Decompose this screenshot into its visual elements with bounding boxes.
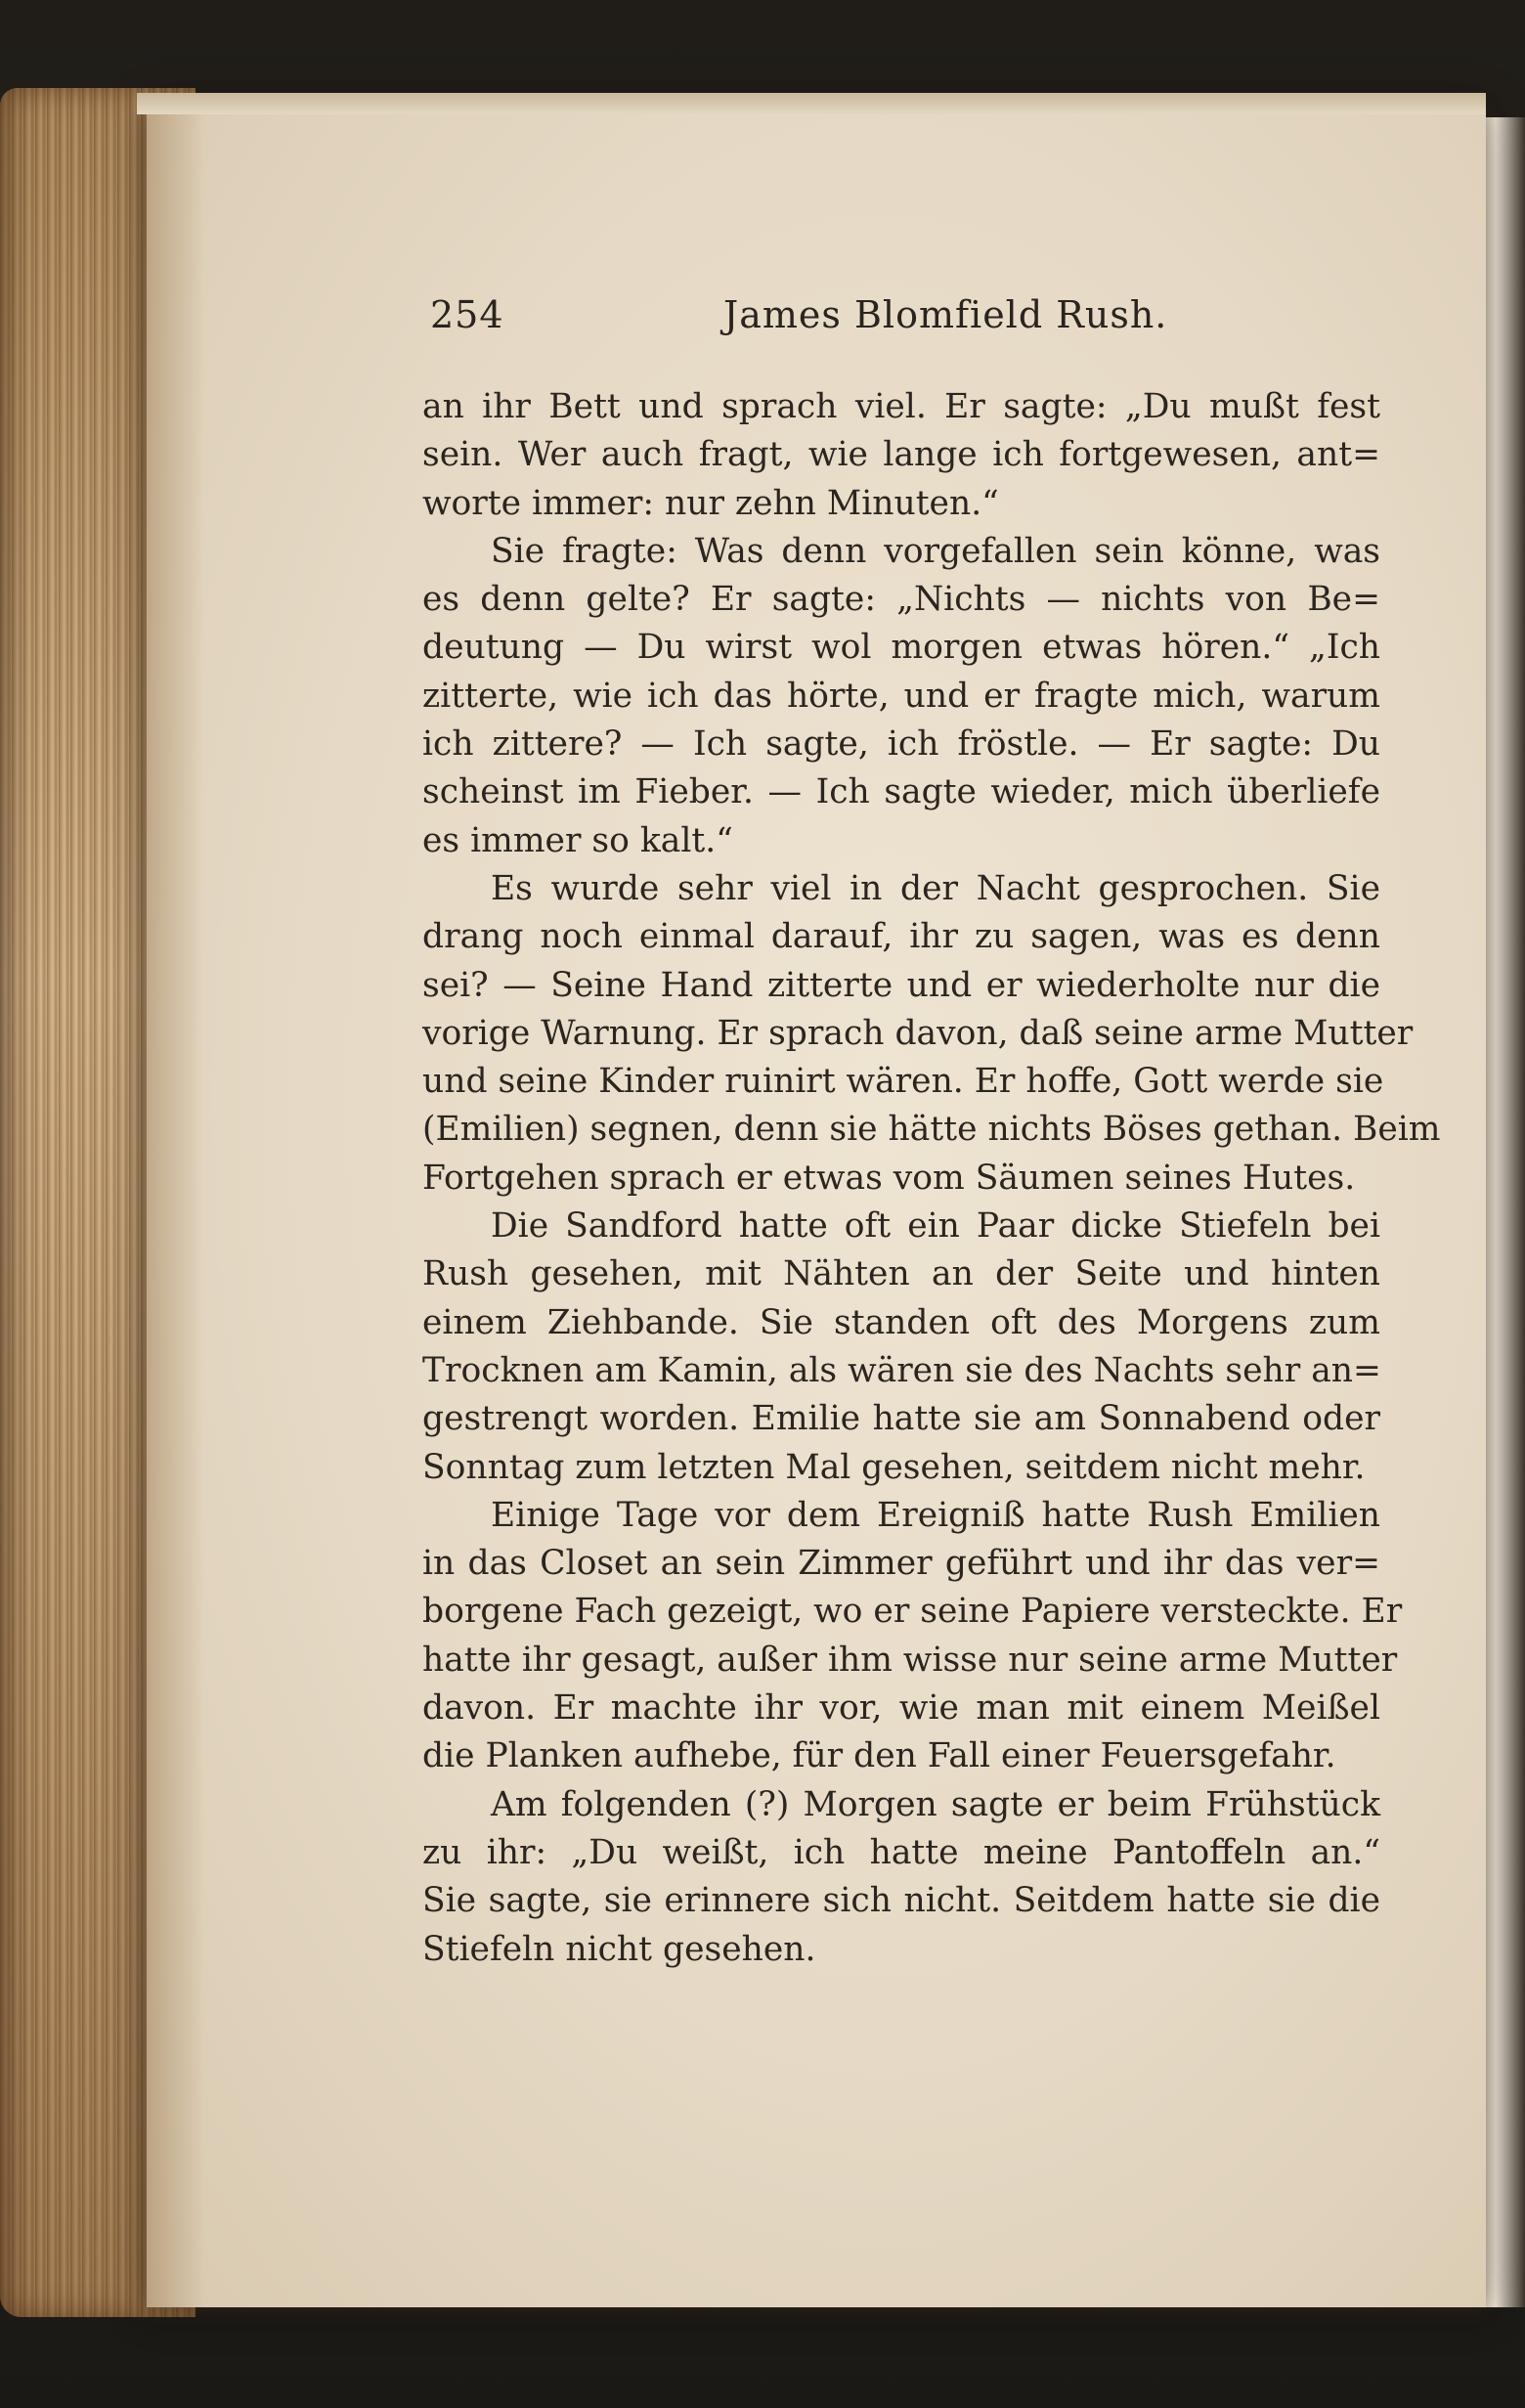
running-head: James Blomfield Rush. <box>723 293 1168 336</box>
text-line: drang noch einmal darauf, ihr zu sagen, was es denn <box>422 917 1380 957</box>
text-line: deutung — Du wirst wol morgen etwas hören.“ „Ich <box>422 628 1380 668</box>
text-line: Sonntag zum letzten Mal gesehen, seitdem nicht mehr. <box>422 1447 1366 1487</box>
text-line: einem Ziehbande. Sie standen oft des Morgens zum <box>422 1302 1380 1342</box>
text-line: ich zittere? — Ich sagte, ich fröstle. — Er sagte: Du <box>422 724 1380 765</box>
text-line: es denn gelte? Er sagte: „Nichts — nichts von Be= <box>422 580 1380 620</box>
text-line: zu ihr: „Du weißt, ich hatte meine Pantoffeln an.“ <box>422 1832 1380 1872</box>
page-number: 254 <box>430 293 504 336</box>
text-line: gestrengt worden. Emilie hatte sie am Sonnabend oder <box>422 1399 1380 1439</box>
text-line: Sie fragte: Was denn vorgefallen sein könne, was <box>491 531 1380 571</box>
text-line: und seine Kinder ruinirt wären. Er hoffe, Gott werde sie <box>422 1062 1384 1102</box>
text-line: Die Sandford hatte oft ein Paar dicke Stiefeln bei <box>491 1206 1380 1247</box>
text-line: zitterte, wie ich das hörte, und er fragte mich, warum <box>422 676 1380 716</box>
text-line: Fortgehen sprach er etwas vom Säumen seines Hutes. <box>422 1158 1356 1198</box>
text-line: in das Closet an sein Zimmer geführt und ihr das ver= <box>422 1544 1380 1584</box>
text-line: scheinst im Fieber. — Ich sagte wieder, mich überliefe <box>422 772 1380 812</box>
text-line: hatte ihr gesagt, außer ihm wisse nur seine arme Mutter <box>422 1640 1398 1680</box>
text-line: an ihr Bett und sprach viel. Er sagte: „Du mußt fest <box>422 387 1380 426</box>
text-line: es immer so kalt.“ <box>422 820 733 860</box>
page-top-edge <box>137 93 1486 114</box>
body-text <box>422 383 1441 1974</box>
text-line: Einige Tage vor dem Ereigniß hatte Rush Emilien <box>491 1495 1380 1535</box>
text-line: Es wurde sehr viel in der Nacht gesprochen. Sie <box>491 868 1380 908</box>
text-line: Rush gesehen, mit Nähten an der Seite und hinten <box>422 1254 1380 1294</box>
text-line: die Planken aufhebe, für den Fall einer Feuersgefahr. <box>422 1736 1336 1776</box>
text-line: Trocknen am Kamin, als wären sie des Nachts sehr an= <box>422 1350 1381 1390</box>
text-line: (Emilien) segnen, denn sie hätte nichts Böses gethan. Beim <box>422 1110 1441 1150</box>
text-line: sein. Wer auch fragt, wie lange ich fortgewesen, ant= <box>422 435 1380 475</box>
text-line: sei? — Seine Hand zitterte und er wiederholte nur die <box>422 965 1380 1005</box>
text-line: worte immer: nur zehn Minuten.“ <box>422 483 999 523</box>
text-line: Stiefeln nicht gesehen. <box>422 1929 816 1969</box>
text-line: borgene Fach gezeigt, wo er seine Papiere versteckte. Er <box>422 1592 1403 1632</box>
text-line: vorige Warnung. Er sprach davon, daß seine arme Mutter <box>422 1013 1414 1053</box>
text-line: davon. Er machte ihr vor, wie man mit einem Meißel <box>422 1688 1380 1729</box>
text-line: Sie sagte, sie erinnere sich nicht. Seitdem hatte sie die <box>422 1881 1380 1921</box>
text-line: Am folgenden (?) Morgen sagte er beim Frühstück <box>491 1784 1380 1824</box>
page-header <box>430 293 1408 352</box>
